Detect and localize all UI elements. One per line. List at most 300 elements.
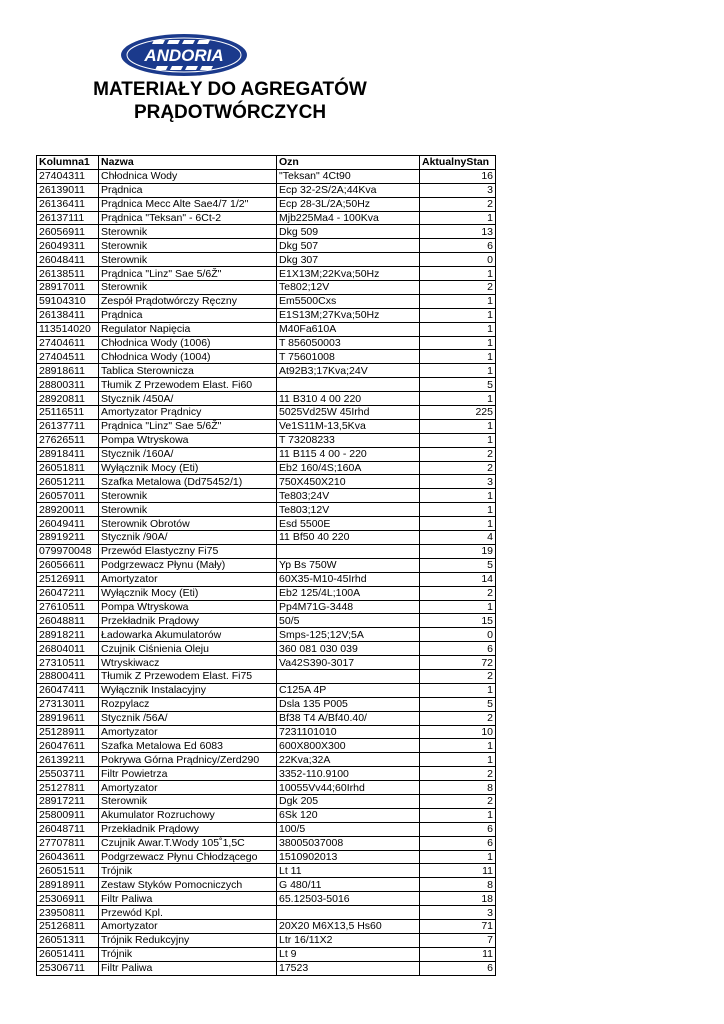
cell-aktualny-stan: 10 bbox=[420, 725, 496, 739]
cell-kolumna1: 26048711 bbox=[37, 822, 99, 836]
cell-nazwa: Prądnica bbox=[99, 183, 277, 197]
table-row bbox=[37, 336, 496, 350]
table-row bbox=[37, 961, 496, 975]
cell-nazwa: Wtryskiwacz bbox=[99, 656, 277, 670]
cell-kolumna1: 26048811 bbox=[37, 614, 99, 628]
cell-nazwa: Stycznik /56A/ bbox=[99, 711, 277, 725]
cell-nazwa: Chłodnica Wody (1006) bbox=[99, 336, 277, 350]
cell-kolumna1: 27404611 bbox=[37, 336, 99, 350]
cell-ozn: 6Sk 120 bbox=[277, 808, 420, 822]
cell-aktualny-stan: 2 bbox=[420, 711, 496, 725]
cell-nazwa: Sterownik Obrotów bbox=[99, 517, 277, 531]
cell-nazwa: Filtr Powietrza bbox=[99, 767, 277, 781]
cell-kolumna1: 26139211 bbox=[37, 753, 99, 767]
table-row bbox=[37, 364, 496, 378]
cell-ozn bbox=[277, 378, 420, 392]
cell-ozn: Ltr 16/11X2 bbox=[277, 933, 420, 947]
cell-nazwa: Filtr Paliwa bbox=[99, 961, 277, 975]
cell-kolumna1: 26051411 bbox=[37, 947, 99, 961]
cell-aktualny-stan: 3 bbox=[420, 475, 496, 489]
cell-aktualny-stan: 2 bbox=[420, 281, 496, 295]
cell-nazwa: Filtr Paliwa bbox=[99, 892, 277, 906]
cell-kolumna1: 25126811 bbox=[37, 919, 99, 933]
cell-kolumna1: 28918411 bbox=[37, 447, 99, 461]
cell-kolumna1: 59104310 bbox=[37, 294, 99, 308]
cell-kolumna1: 26047411 bbox=[37, 683, 99, 697]
cell-nazwa: Podgrzewacz Płynu Chłodzącego bbox=[99, 850, 277, 864]
cell-nazwa: Przewód Elastyczny Fi75 bbox=[99, 544, 277, 558]
table-row bbox=[37, 294, 496, 308]
table-row bbox=[37, 683, 496, 697]
cell-aktualny-stan: 1 bbox=[420, 294, 496, 308]
cell-aktualny-stan: 1 bbox=[420, 364, 496, 378]
cell-nazwa: Trójnik Redukcyjny bbox=[99, 933, 277, 947]
cell-nazwa: Pompa Wtryskowa bbox=[99, 433, 277, 447]
cell-ozn: At92B3;17Kva;24V bbox=[277, 364, 420, 378]
cell-aktualny-stan: 1 bbox=[420, 683, 496, 697]
cell-aktualny-stan: 2 bbox=[420, 669, 496, 683]
cell-aktualny-stan: 1 bbox=[420, 211, 496, 225]
cell-kolumna1: 28800311 bbox=[37, 378, 99, 392]
table-row bbox=[37, 628, 496, 642]
cell-aktualny-stan: 18 bbox=[420, 892, 496, 906]
cell-aktualny-stan: 1 bbox=[420, 336, 496, 350]
document-title-line1: MATERIAŁY DO AGREGATÓW bbox=[93, 79, 367, 100]
cell-ozn: Pp4M71G-3448 bbox=[277, 600, 420, 614]
cell-kolumna1: 25128911 bbox=[37, 725, 99, 739]
cell-ozn: Te802;12V bbox=[277, 281, 420, 295]
table-row bbox=[37, 239, 496, 253]
cell-ozn: 7231101010 bbox=[277, 725, 420, 739]
cell-nazwa: Szafka Metalowa Ed 6083 bbox=[99, 739, 277, 753]
header-nazwa: Nazwa bbox=[99, 156, 277, 170]
table-row bbox=[37, 461, 496, 475]
cell-ozn: Eb2 125/4L;100A bbox=[277, 586, 420, 600]
cell-kolumna1: 26049311 bbox=[37, 239, 99, 253]
cell-nazwa: Wyłącznik Mocy (Eti) bbox=[99, 586, 277, 600]
table-row bbox=[37, 822, 496, 836]
table-row bbox=[37, 225, 496, 239]
table-row bbox=[37, 281, 496, 295]
cell-ozn: Smps-125;12V;5A bbox=[277, 628, 420, 642]
cell-aktualny-stan: 1 bbox=[420, 517, 496, 531]
cell-aktualny-stan: 5 bbox=[420, 378, 496, 392]
table-row bbox=[37, 878, 496, 892]
table-row bbox=[37, 711, 496, 725]
cell-kolumna1: 25126911 bbox=[37, 572, 99, 586]
cell-kolumna1: 26056611 bbox=[37, 558, 99, 572]
cell-aktualny-stan: 6 bbox=[420, 239, 496, 253]
table-row bbox=[37, 600, 496, 614]
cell-kolumna1: 26056911 bbox=[37, 225, 99, 239]
cell-ozn: Te803;12V bbox=[277, 503, 420, 517]
cell-ozn: Lt 9 bbox=[277, 947, 420, 961]
table-row bbox=[37, 614, 496, 628]
cell-kolumna1: 28920011 bbox=[37, 503, 99, 517]
cell-nazwa: Zestaw Styków Pomocniczych bbox=[99, 878, 277, 892]
cell-aktualny-stan: 71 bbox=[420, 919, 496, 933]
cell-nazwa: Czujnik Ciśnienia Oleju bbox=[99, 642, 277, 656]
cell-nazwa: Sterownik bbox=[99, 239, 277, 253]
cell-aktualny-stan: 6 bbox=[420, 822, 496, 836]
cell-aktualny-stan: 1 bbox=[420, 433, 496, 447]
cell-nazwa: Prądnica "Linz" Sae 5/6Ž" bbox=[99, 267, 277, 281]
cell-ozn bbox=[277, 669, 420, 683]
cell-nazwa: Tłumik Z Przewodem Elast. Fi60 bbox=[99, 378, 277, 392]
cell-ozn: 38005037008 bbox=[277, 836, 420, 850]
cell-nazwa: Stycznik /160A/ bbox=[99, 447, 277, 461]
table-row bbox=[37, 669, 496, 683]
cell-ozn: 3352-110.9100 bbox=[277, 767, 420, 781]
cell-nazwa: Prądnica "Linz" Sae 5/6Ž" bbox=[99, 419, 277, 433]
cell-aktualny-stan: 6 bbox=[420, 642, 496, 656]
cell-ozn: Dgk 205 bbox=[277, 794, 420, 808]
cell-aktualny-stan: 1 bbox=[420, 392, 496, 406]
header-aktualny-stan: AktualnyStan bbox=[420, 156, 496, 170]
logo-text: ANDORIA bbox=[144, 46, 224, 65]
cell-aktualny-stan: 6 bbox=[420, 961, 496, 975]
cell-nazwa: Sterownik bbox=[99, 503, 277, 517]
table-header-row bbox=[37, 156, 496, 170]
cell-aktualny-stan: 2 bbox=[420, 461, 496, 475]
cell-aktualny-stan: 1 bbox=[420, 503, 496, 517]
cell-kolumna1: 27626511 bbox=[37, 433, 99, 447]
cell-kolumna1: 27707811 bbox=[37, 836, 99, 850]
cell-ozn: Bf38 T4 A/Bf40.40/ bbox=[277, 711, 420, 725]
cell-aktualny-stan: 0 bbox=[420, 253, 496, 267]
cell-ozn: 1510902013 bbox=[277, 850, 420, 864]
cell-ozn: Te803;24V bbox=[277, 489, 420, 503]
table-row bbox=[37, 933, 496, 947]
cell-kolumna1: 079970048 bbox=[37, 544, 99, 558]
cell-kolumna1: 27404511 bbox=[37, 350, 99, 364]
cell-ozn: "Teksan" 4Ct90 bbox=[277, 169, 420, 183]
cell-kolumna1: 25503711 bbox=[37, 767, 99, 781]
cell-ozn: T 75601008 bbox=[277, 350, 420, 364]
cell-kolumna1: 28917011 bbox=[37, 281, 99, 295]
cell-nazwa: Ładowarka Akumulatorów bbox=[99, 628, 277, 642]
cell-kolumna1: 25127811 bbox=[37, 781, 99, 795]
cell-ozn: M40Fa610A bbox=[277, 322, 420, 336]
table-row bbox=[37, 392, 496, 406]
cell-aktualny-stan: 4 bbox=[420, 531, 496, 545]
cell-ozn: 22Kva;32A bbox=[277, 753, 420, 767]
cell-nazwa: Amortyzator bbox=[99, 725, 277, 739]
cell-aktualny-stan: 3 bbox=[420, 183, 496, 197]
cell-nazwa: Podgrzewacz Płynu (Mały) bbox=[99, 558, 277, 572]
cell-nazwa: Amortyzator Prądnicy bbox=[99, 406, 277, 420]
table-row bbox=[37, 572, 496, 586]
cell-ozn: Em5500Cxs bbox=[277, 294, 420, 308]
cell-nazwa: Sterownik bbox=[99, 794, 277, 808]
cell-kolumna1: 23950811 bbox=[37, 906, 99, 920]
cell-aktualny-stan: 15 bbox=[420, 614, 496, 628]
cell-nazwa: Pokrywa Górna Prądnicy/Zerd290 bbox=[99, 753, 277, 767]
cell-ozn: 11 B310 4 00 220 bbox=[277, 392, 420, 406]
table-row bbox=[37, 378, 496, 392]
table-row bbox=[37, 433, 496, 447]
cell-kolumna1: 28919611 bbox=[37, 711, 99, 725]
cell-aktualny-stan: 8 bbox=[420, 781, 496, 795]
cell-ozn: E1X13M;22Kva;50Hz bbox=[277, 267, 420, 281]
cell-aktualny-stan: 1 bbox=[420, 308, 496, 322]
table-row bbox=[37, 253, 496, 267]
cell-ozn: 50/5 bbox=[277, 614, 420, 628]
cell-kolumna1: 26138411 bbox=[37, 308, 99, 322]
table-row bbox=[37, 586, 496, 600]
table-row bbox=[37, 308, 496, 322]
cell-ozn: 750X450X210 bbox=[277, 475, 420, 489]
cell-nazwa: Pompa Wtryskowa bbox=[99, 600, 277, 614]
cell-nazwa: Sterownik bbox=[99, 281, 277, 295]
cell-ozn: 600X800X300 bbox=[277, 739, 420, 753]
cell-kolumna1: 27404311 bbox=[37, 169, 99, 183]
cell-kolumna1: 28917211 bbox=[37, 794, 99, 808]
cell-nazwa: Sterownik bbox=[99, 489, 277, 503]
table-row bbox=[37, 767, 496, 781]
cell-kolumna1: 26139011 bbox=[37, 183, 99, 197]
cell-kolumna1: 26057011 bbox=[37, 489, 99, 503]
cell-nazwa: Chłodnica Wody bbox=[99, 169, 277, 183]
table-row bbox=[37, 836, 496, 850]
cell-kolumna1: 27310511 bbox=[37, 656, 99, 670]
cell-aktualny-stan: 13 bbox=[420, 225, 496, 239]
cell-nazwa: Prądnica "Teksan" - 6Ct-2 bbox=[99, 211, 277, 225]
cell-kolumna1: 26051511 bbox=[37, 864, 99, 878]
cell-aktualny-stan: 7 bbox=[420, 933, 496, 947]
table-row bbox=[37, 697, 496, 711]
header-ozn: Ozn bbox=[277, 156, 420, 170]
cell-nazwa: Stycznik /90A/ bbox=[99, 531, 277, 545]
cell-nazwa: Tłumik Z Przewodem Elast. Fi75 bbox=[99, 669, 277, 683]
cell-ozn: G 480/11 bbox=[277, 878, 420, 892]
cell-kolumna1: 25116511 bbox=[37, 406, 99, 420]
cell-kolumna1: 28918911 bbox=[37, 878, 99, 892]
table-row bbox=[37, 350, 496, 364]
cell-ozn: E1S13M;27Kva;50Hz bbox=[277, 308, 420, 322]
cell-kolumna1: 26048411 bbox=[37, 253, 99, 267]
andoria-logo bbox=[120, 33, 248, 77]
cell-ozn: C125A 4P bbox=[277, 683, 420, 697]
table-row bbox=[37, 906, 496, 920]
cell-ozn: Lt 11 bbox=[277, 864, 420, 878]
cell-ozn: 17523 bbox=[277, 961, 420, 975]
cell-ozn bbox=[277, 544, 420, 558]
cell-aktualny-stan: 72 bbox=[420, 656, 496, 670]
table-row bbox=[37, 947, 496, 961]
table-row bbox=[37, 517, 496, 531]
materials-table bbox=[36, 155, 496, 976]
cell-kolumna1: 26043611 bbox=[37, 850, 99, 864]
document-title-line2: PRĄDOTWÓRCZYCH bbox=[133, 102, 327, 123]
cell-aktualny-stan: 1 bbox=[420, 808, 496, 822]
cell-nazwa: Prądnica Mecc Alte Sae4/7 1/2" bbox=[99, 197, 277, 211]
cell-kolumna1: 26047611 bbox=[37, 739, 99, 753]
table-row bbox=[37, 892, 496, 906]
cell-ozn: Ecp 32-2S/2A;44Kva bbox=[277, 183, 420, 197]
cell-kolumna1: 26051811 bbox=[37, 461, 99, 475]
cell-nazwa: Rozpylacz bbox=[99, 697, 277, 711]
cell-kolumna1: 28918611 bbox=[37, 364, 99, 378]
cell-ozn: Dkg 509 bbox=[277, 225, 420, 239]
table-row bbox=[37, 406, 496, 420]
cell-aktualny-stan: 19 bbox=[420, 544, 496, 558]
cell-aktualny-stan: 1 bbox=[420, 419, 496, 433]
cell-ozn: Dsla 135 P005 bbox=[277, 697, 420, 711]
cell-nazwa: Amortyzator bbox=[99, 572, 277, 586]
table-row bbox=[37, 544, 496, 558]
cell-nazwa: Sterownik bbox=[99, 253, 277, 267]
cell-nazwa: Przekładnik Prądowy bbox=[99, 822, 277, 836]
cell-ozn: 11 B115 4 00 - 220 bbox=[277, 447, 420, 461]
cell-ozn: Ecp 28-3L/2A;50Hz bbox=[277, 197, 420, 211]
andoria-logo-graphic bbox=[120, 33, 248, 77]
cell-kolumna1: 26137111 bbox=[37, 211, 99, 225]
cell-aktualny-stan: 11 bbox=[420, 947, 496, 961]
cell-kolumna1: 25800911 bbox=[37, 808, 99, 822]
cell-ozn: Ve1S11M-13,5Kva bbox=[277, 419, 420, 433]
cell-kolumna1: 28919211 bbox=[37, 531, 99, 545]
table-row bbox=[37, 753, 496, 767]
header-kolumna1: Kolumna1 bbox=[37, 156, 99, 170]
cell-aktualny-stan: 8 bbox=[420, 878, 496, 892]
cell-aktualny-stan: 1 bbox=[420, 489, 496, 503]
cell-kolumna1: 26051211 bbox=[37, 475, 99, 489]
cell-nazwa: Przekładnik Prądowy bbox=[99, 614, 277, 628]
table-row bbox=[37, 739, 496, 753]
cell-aktualny-stan: 16 bbox=[420, 169, 496, 183]
cell-nazwa: Wyłącznik Instalacyjny bbox=[99, 683, 277, 697]
cell-nazwa: Tablica Sterownicza bbox=[99, 364, 277, 378]
cell-nazwa: Prądnica bbox=[99, 308, 277, 322]
table-row bbox=[37, 919, 496, 933]
cell-kolumna1: 28920811 bbox=[37, 392, 99, 406]
cell-nazwa: Trójnik bbox=[99, 864, 277, 878]
table-row bbox=[37, 475, 496, 489]
cell-aktualny-stan: 14 bbox=[420, 572, 496, 586]
cell-ozn: T 856050003 bbox=[277, 336, 420, 350]
cell-nazwa: Wyłącznik Mocy (Eti) bbox=[99, 461, 277, 475]
cell-ozn: Yp Bs 750W bbox=[277, 558, 420, 572]
cell-ozn: 5025Vd25W 45Irhd bbox=[277, 406, 420, 420]
cell-kolumna1: 26136411 bbox=[37, 197, 99, 211]
cell-ozn: 10055Vv44;60Irhd bbox=[277, 781, 420, 795]
table-row bbox=[37, 656, 496, 670]
cell-ozn: 65.12503-5016 bbox=[277, 892, 420, 906]
cell-kolumna1: 26049411 bbox=[37, 517, 99, 531]
cell-kolumna1: 27610511 bbox=[37, 600, 99, 614]
cell-nazwa: Akumulator Rozruchowy bbox=[99, 808, 277, 822]
table-row bbox=[37, 489, 496, 503]
cell-kolumna1: 27313011 bbox=[37, 697, 99, 711]
cell-ozn: 360 081 030 039 bbox=[277, 642, 420, 656]
cell-ozn: T 73208233 bbox=[277, 433, 420, 447]
table-row bbox=[37, 322, 496, 336]
cell-aktualny-stan: 5 bbox=[420, 697, 496, 711]
cell-aktualny-stan: 6 bbox=[420, 836, 496, 850]
table-row bbox=[37, 794, 496, 808]
cell-aktualny-stan: 2 bbox=[420, 197, 496, 211]
cell-kolumna1: 28800411 bbox=[37, 669, 99, 683]
table-row bbox=[37, 642, 496, 656]
cell-aktualny-stan: 225 bbox=[420, 406, 496, 420]
table-row bbox=[37, 808, 496, 822]
cell-ozn: Dkg 307 bbox=[277, 253, 420, 267]
cell-aktualny-stan: 2 bbox=[420, 586, 496, 600]
cell-nazwa: Przewód Kpl. bbox=[99, 906, 277, 920]
cell-ozn: Va42S390-3017 bbox=[277, 656, 420, 670]
cell-ozn: 11 Bf50 40 220 bbox=[277, 531, 420, 545]
table-row bbox=[37, 864, 496, 878]
cell-kolumna1: 26051311 bbox=[37, 933, 99, 947]
cell-nazwa: Stycznik /450A/ bbox=[99, 392, 277, 406]
cell-ozn: Eb2 160/4S;160A bbox=[277, 461, 420, 475]
cell-aktualny-stan: 2 bbox=[420, 447, 496, 461]
cell-aktualny-stan: 1 bbox=[420, 267, 496, 281]
cell-kolumna1: 26138511 bbox=[37, 267, 99, 281]
cell-nazwa: Czujnik Awar.T.Wody 105˚1,5C bbox=[99, 836, 277, 850]
cell-nazwa: Sterownik bbox=[99, 225, 277, 239]
table-row bbox=[37, 447, 496, 461]
cell-nazwa: Amortyzator bbox=[99, 781, 277, 795]
cell-aktualny-stan: 5 bbox=[420, 558, 496, 572]
cell-ozn: 60X35-M10-45Irhd bbox=[277, 572, 420, 586]
cell-nazwa: Szafka Metalowa (Dd75452/1) bbox=[99, 475, 277, 489]
cell-nazwa: Trójnik bbox=[99, 947, 277, 961]
cell-aktualny-stan: 1 bbox=[420, 600, 496, 614]
cell-ozn: Esd 5500E bbox=[277, 517, 420, 531]
table-row bbox=[37, 725, 496, 739]
cell-kolumna1: 25306911 bbox=[37, 892, 99, 906]
table-row bbox=[37, 531, 496, 545]
cell-nazwa: Regulator Napięcia bbox=[99, 322, 277, 336]
table-row bbox=[37, 267, 496, 281]
cell-aktualny-stan: 1 bbox=[420, 322, 496, 336]
table-row bbox=[37, 558, 496, 572]
table-row bbox=[37, 183, 496, 197]
cell-nazwa: Chłodnica Wody (1004) bbox=[99, 350, 277, 364]
cell-aktualny-stan: 3 bbox=[420, 906, 496, 920]
table-row bbox=[37, 419, 496, 433]
cell-kolumna1: 26137711 bbox=[37, 419, 99, 433]
cell-kolumna1: 28918211 bbox=[37, 628, 99, 642]
table-row bbox=[37, 850, 496, 864]
cell-aktualny-stan: 2 bbox=[420, 767, 496, 781]
cell-aktualny-stan: 1 bbox=[420, 739, 496, 753]
cell-aktualny-stan: 0 bbox=[420, 628, 496, 642]
table-row bbox=[37, 503, 496, 517]
cell-aktualny-stan: 1 bbox=[420, 753, 496, 767]
table-row bbox=[37, 781, 496, 795]
cell-aktualny-stan: 11 bbox=[420, 864, 496, 878]
cell-nazwa: Amortyzator bbox=[99, 919, 277, 933]
cell-aktualny-stan: 1 bbox=[420, 350, 496, 364]
cell-ozn: Mjb225Ma4 - 100Kva bbox=[277, 211, 420, 225]
cell-kolumna1: 26047211 bbox=[37, 586, 99, 600]
cell-aktualny-stan: 2 bbox=[420, 794, 496, 808]
cell-kolumna1: 26804011 bbox=[37, 642, 99, 656]
cell-aktualny-stan: 1 bbox=[420, 850, 496, 864]
cell-ozn: 100/5 bbox=[277, 822, 420, 836]
cell-kolumna1: 113514020 bbox=[37, 322, 99, 336]
table-row bbox=[37, 211, 496, 225]
table-body bbox=[37, 169, 496, 975]
cell-kolumna1: 25306711 bbox=[37, 961, 99, 975]
cell-ozn: Dkg 507 bbox=[277, 239, 420, 253]
table-row bbox=[37, 197, 496, 211]
cell-ozn: 20X20 M6X13,5 Hs60 bbox=[277, 919, 420, 933]
table-row bbox=[37, 169, 496, 183]
